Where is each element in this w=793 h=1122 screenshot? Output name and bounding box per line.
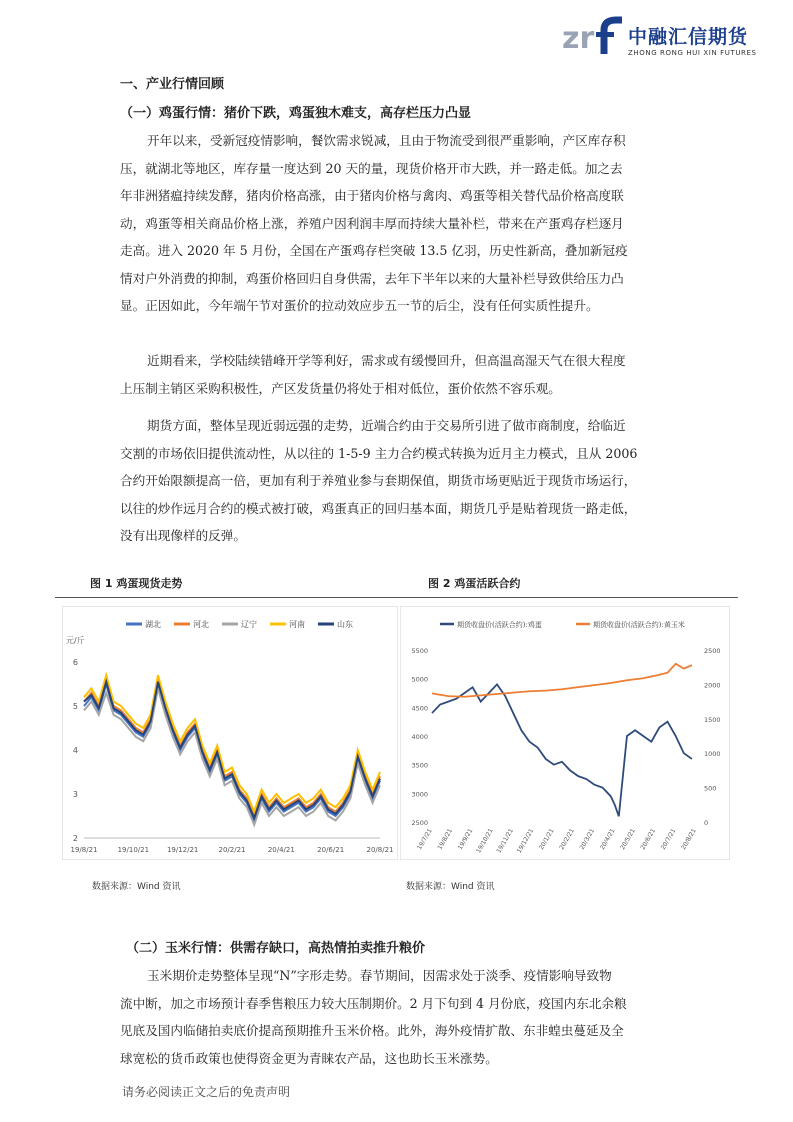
y2-tick-label: 2000 [704, 681, 721, 690]
y-tick-label: 4 [72, 746, 78, 755]
legend-label: 期货收盘价(活跃合约):鸡蛋 [457, 621, 542, 629]
legend-label: 河南 [289, 620, 305, 629]
x-tick-label: 20/1/21 [537, 827, 556, 852]
legend-label: 河北 [193, 620, 209, 629]
x-tick-label: 20/4/21 [267, 846, 295, 854]
y-tick-label: 3500 [411, 761, 428, 770]
text-line: 情对户外消费的抑制，鸡蛋价格回归自身供需，去年下半年以来的大量补栏导致供给压力凸 [120, 270, 624, 286]
paragraph-corn-1 [120, 962, 680, 1072]
figure-2-caption: 图 2 鸡蛋活跃合约 [428, 577, 521, 590]
y2-tick-label: 2500 [704, 647, 721, 655]
x-tick-label: 19/11/21 [495, 827, 515, 855]
y-axis-label: 元/斤 [66, 636, 85, 645]
text-line: 流中断，加之市场预计春季售粮压力较大压制期价。2 月下旬到 4 月份底，疫国内东北余粮 [120, 995, 627, 1011]
caption-divider [55, 597, 738, 598]
y-tick-label: 4000 [411, 733, 428, 741]
text-line: 球宽松的货币政策也使得资金更为青睐农产品，这也助长玉米涨势。 [120, 1050, 498, 1066]
y-tick-label: 3 [72, 790, 78, 799]
legend-label: 期货收盘价(活跃合约):黄玉米 [593, 621, 685, 629]
x-tick-label: 20/8/21 [366, 846, 394, 854]
x-tick-label: 19/12/21 [515, 827, 536, 855]
x-tick-label: 19/10/21 [475, 827, 495, 855]
legend-label: 湖北 [145, 620, 161, 629]
x-tick-label: 20/6/21 [317, 846, 345, 854]
y-tick-label: 4500 [411, 704, 428, 713]
y-tick-label: 5 [72, 702, 78, 711]
y2-tick-label: 1000 [704, 750, 721, 759]
x-tick-label: 20/5/21 [619, 827, 637, 852]
text-line: 近期看来，学校陆续错峰开学等利好，需求或有缓慢回升，但高温高湿天气在很大程度 [147, 353, 626, 368]
x-tick-label: 20/2/21 [218, 846, 246, 854]
x-tick-label: 19/12/21 [166, 846, 199, 854]
x-tick-label: 20/3/21 [578, 827, 597, 852]
x-tick-label: 19/8/21 [436, 827, 455, 852]
y-tick-label: 5500 [411, 647, 428, 655]
text-line: 走高。进入 2020 年 5 月份，全国在产蛋鸡存栏突破 13.5 亿羽，历史性新高，叠加新冠疫 [120, 243, 628, 258]
section-title: 一、产业行情回顾 [120, 77, 225, 92]
text-line: 年非洲猪瘟持续发酵，猪肉价格高涨，由于猪肉价格与禽肉、鸡蛋等相关替代品价格高度联 [120, 188, 624, 203]
company-logo-icon [560, 14, 624, 56]
x-tick-label: 20/7/21 [659, 827, 678, 852]
subsection-title-egg: （一）鸡蛋行情：猪价下跌，鸡蛋独木难支，高存栏压力凸显 [120, 106, 472, 121]
legend-label: 山东 [337, 620, 353, 629]
figure-2-source: 数据来源：Wind 资讯 [406, 882, 495, 892]
x-tick-label: 20/4/21 [598, 827, 617, 852]
y-tick-label: 2500 [411, 819, 428, 827]
text-line: 期货方面，整体呈现近弱远强的走势，近端合约由于交易所引进了做市商制度，给临近 [147, 418, 626, 433]
text-line: 动，鸡蛋等相关商品价格上涨，养殖户因利润丰厚而持续大量补栏，带来在产蛋鸡存栏逐月 [120, 215, 624, 231]
y-tick-label: 5000 [411, 675, 428, 684]
legend-label: 辽宁 [241, 620, 257, 629]
text-line: 玉米期价走势整体呈现“N”字形走势。春节期间，因需求处于淡季、疫情影响导致物 [147, 968, 612, 983]
paragraph-egg-2 [120, 347, 675, 402]
text-line: 开年以来，受新冠疫情影响，餐饮需求锐减，且由于物流受到很严重影响，产区库存积 [147, 133, 626, 148]
text-line: 合约开始限额提高一倍，更加有利于养殖业参与套期保值，期货市场更贴近于现货市场运行， [120, 473, 637, 488]
text-line: 没有出现像样的反弹。 [120, 528, 246, 543]
text-line: 显。正因如此，今年端午节对蛋价的拉动效应步五一节的后尘，没有任何实质性提升。 [120, 298, 599, 313]
text-line: 上压制主销区采购积极性，产区发货量仍将处于相对低位，蛋价依然不容乐观。 [120, 380, 561, 396]
y-tick-label: 6 [72, 658, 78, 667]
x-tick-label: 20/8/21 [680, 827, 698, 852]
text-line: 交割的市场依旧提供流动性，从以往的 1-5-9 主力合约模式转换为近月主力模式，且从 2006 [120, 445, 638, 461]
y2-tick-label: 0 [704, 819, 709, 827]
x-tick-label: 19/10/21 [117, 846, 150, 854]
x-tick-label: 19/8/21 [70, 846, 98, 854]
paragraph-egg-1 [120, 127, 675, 320]
figure-1-caption: 图 1 鸡蛋现货走势 [90, 577, 183, 590]
y-tick-label: 2 [72, 834, 78, 843]
brand-name-en: ZHONG RONG HUI XIN FUTURES [628, 49, 757, 57]
egg-spot-price-chart [62, 606, 398, 860]
subsection-title-corn: （二）玉米行情：供需存缺口，高热情拍卖推升粮价 [126, 941, 426, 956]
x-tick-label: 20/2/21 [558, 827, 576, 852]
text-line: 以往的炒作远月合约的模式被打破，鸡蛋真正的回归基本面，期货几乎是贴着现货一路走低， [120, 500, 637, 516]
brand-name-cn: 中融汇信期货 [628, 26, 749, 48]
y2-tick-label: 500 [704, 784, 717, 793]
figure-1-source: 数据来源：Wind 资讯 [92, 882, 181, 892]
x-tick-label: 20/6/21 [639, 827, 658, 852]
y2-tick-label: 1500 [704, 715, 721, 724]
paragraph-egg-3 [120, 412, 675, 550]
y-tick-label: 3000 [411, 790, 428, 799]
egg-futures-chart [400, 606, 730, 860]
text-line: 压，就湖北等地区，库存量一度达到 20 天的量，现货价格开市大跌，并一路走低。加之去 [120, 160, 623, 176]
svg-text:zr: zr [562, 21, 595, 56]
x-tick-label: 19/7/21 [416, 827, 434, 852]
x-tick-label: 19/9/21 [456, 827, 475, 852]
footer-disclaimer: 请务必阅读正文之后的免责声明 [122, 1085, 291, 1099]
text-line: 见底及国内临储拍卖底价提高预期推升玉米价格。此外，海外疫情扩散、东非蝗虫蔓延及全 [120, 1023, 624, 1038]
